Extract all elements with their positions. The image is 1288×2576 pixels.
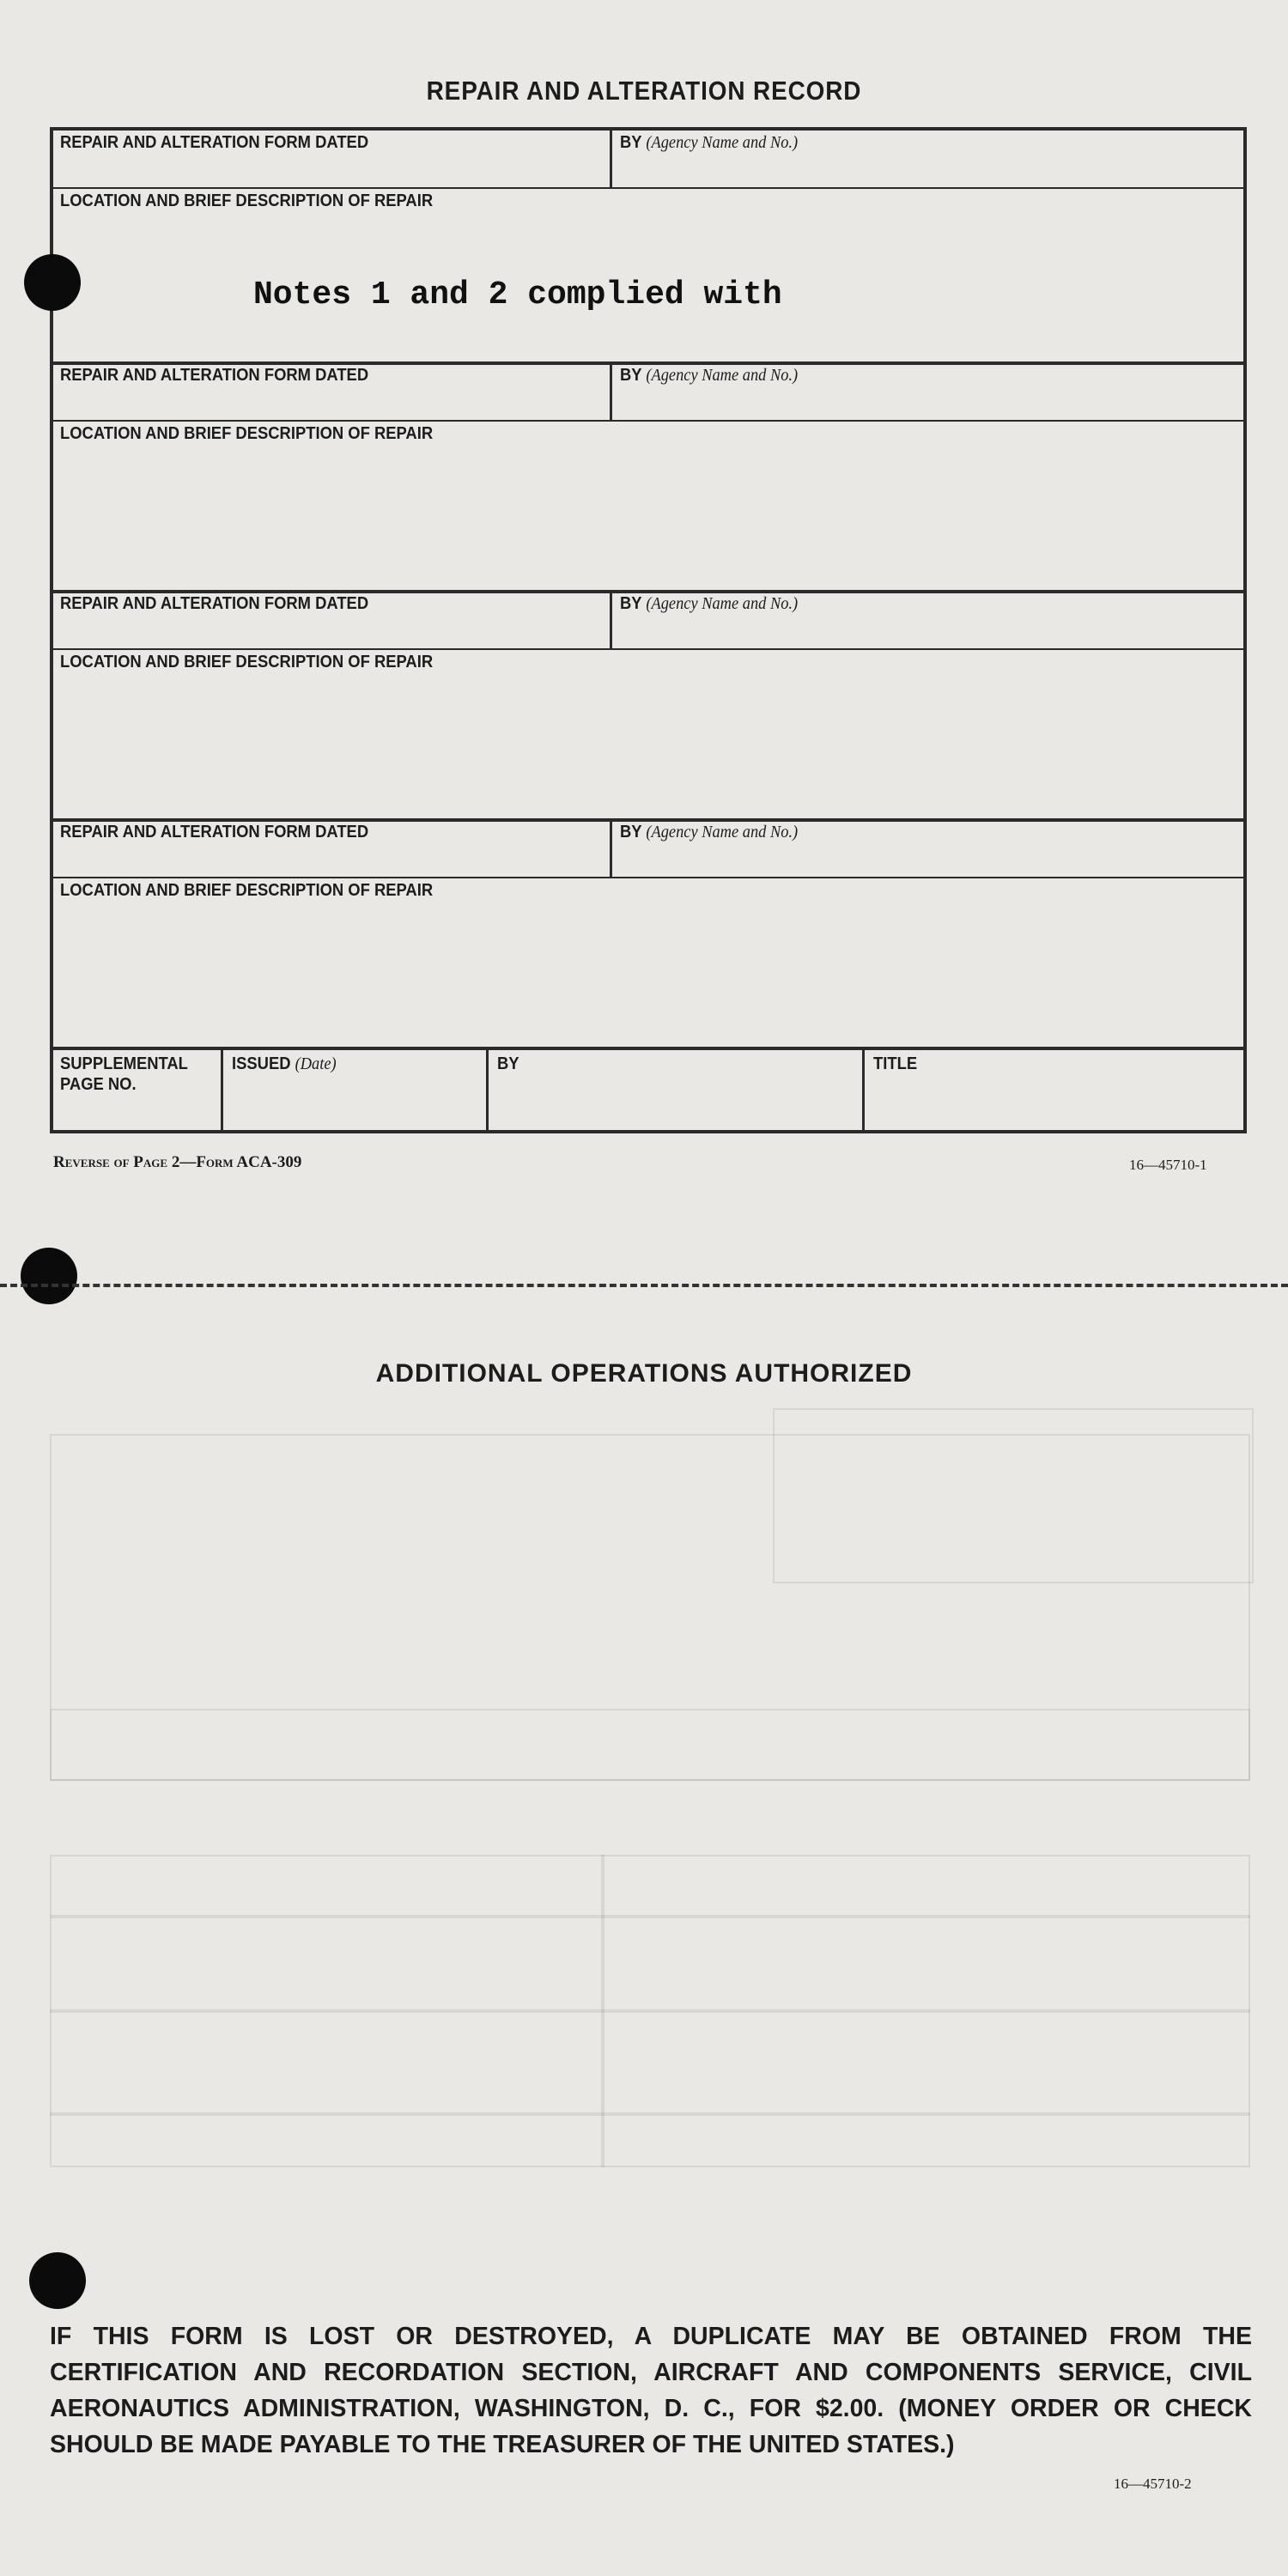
block-divider [50,361,1247,365]
repair-description-entry: Notes 1 and 2 complied with [253,276,782,313]
column-divider [862,1048,865,1131]
column-divider [610,129,612,189]
column-divider [610,363,612,422]
bleed-through-rule [50,2112,1250,2116]
row-divider [50,877,1247,878]
form-code-bottom: 16—45710-2 [1114,2476,1192,2492]
bleed-through-rule [601,1855,605,2167]
column-divider [221,1048,223,1131]
form-dated-label: REPAIR AND ALTERATION FORM DATED [60,594,369,613]
duplicate-notice: IF THIS FORM IS LOST OR DESTROYED, A DUPLICATE MAY BE OBTAINED FROM THE CERTIFICATION AND RECORDATION SECTION, AIRCRAFT AND COMPONENTS SERVICE, CIVIL AERONAUTICS ADMINISTRATION, WASHINGTON, D. C., FOR $2.00. (MONEY ORDER OR CHECK SHOULD BE MADE PAYABLE TO THE TREASURER OF THE UNITED STATES.) [50,2323,1252,2458]
fold-line [0,1284,1288,1287]
column-divider [610,820,612,878]
form-dated-label: REPAIR AND ALTERATION FORM DATED [60,366,369,385]
punch-hole [24,254,81,311]
by-agency-label: BY (Agency Name and No.) [620,823,799,841]
form-dated-label: REPAIR AND ALTERATION FORM DATED [60,823,369,841]
form-code: 16—45710-1 [1129,1157,1207,1173]
punch-hole [21,1248,77,1304]
block-divider [50,818,1247,822]
form-dated-label: REPAIR AND ALTERATION FORM DATED [60,133,369,152]
bleed-through-box [773,1408,1254,1583]
bleed-through-rule [50,2009,1250,2013]
location-description-label: LOCATION AND BRIEF DESCRIPTION OF REPAIR [60,424,434,443]
punch-hole [29,2252,86,2309]
supplemental-title-label: TITLE [873,1054,918,1073]
row-divider [50,648,1247,650]
column-divider [610,592,612,650]
location-description-label: LOCATION AND BRIEF DESCRIPTION OF REPAIR [60,653,434,671]
row-divider [50,187,1247,189]
location-description-label: LOCATION AND BRIEF DESCRIPTION OF REPAIR [60,881,434,900]
additional-operations-title: ADDITIONAL OPERATIONS AUTHORIZED [375,1359,913,1388]
by-agency-label: BY (Agency Name and No.) [620,594,799,613]
supplemental-label: SUPPLEMENTAL [60,1054,188,1073]
bleed-through-rule [50,1915,1250,1918]
bleed-through-box [50,1709,1250,1781]
block-divider [50,1047,1247,1050]
row-divider [50,420,1247,422]
column-divider [486,1048,489,1131]
supplemental-by-label: BY [497,1054,519,1073]
by-agency-label: BY (Agency Name and No.) [620,366,799,385]
by-agency-label: BY (Agency Name and No.) [620,133,799,152]
issued-date-label: ISSUED (Date) [232,1054,337,1073]
form-reference: Reverse of Page 2—Form ACA-309 [53,1153,302,1171]
form-title: REPAIR AND ALTERATION RECORD [426,76,862,106]
page-no-label: PAGE NO. [60,1075,137,1094]
block-divider [50,590,1247,593]
location-description-label: LOCATION AND BRIEF DESCRIPTION OF REPAIR [60,191,434,210]
